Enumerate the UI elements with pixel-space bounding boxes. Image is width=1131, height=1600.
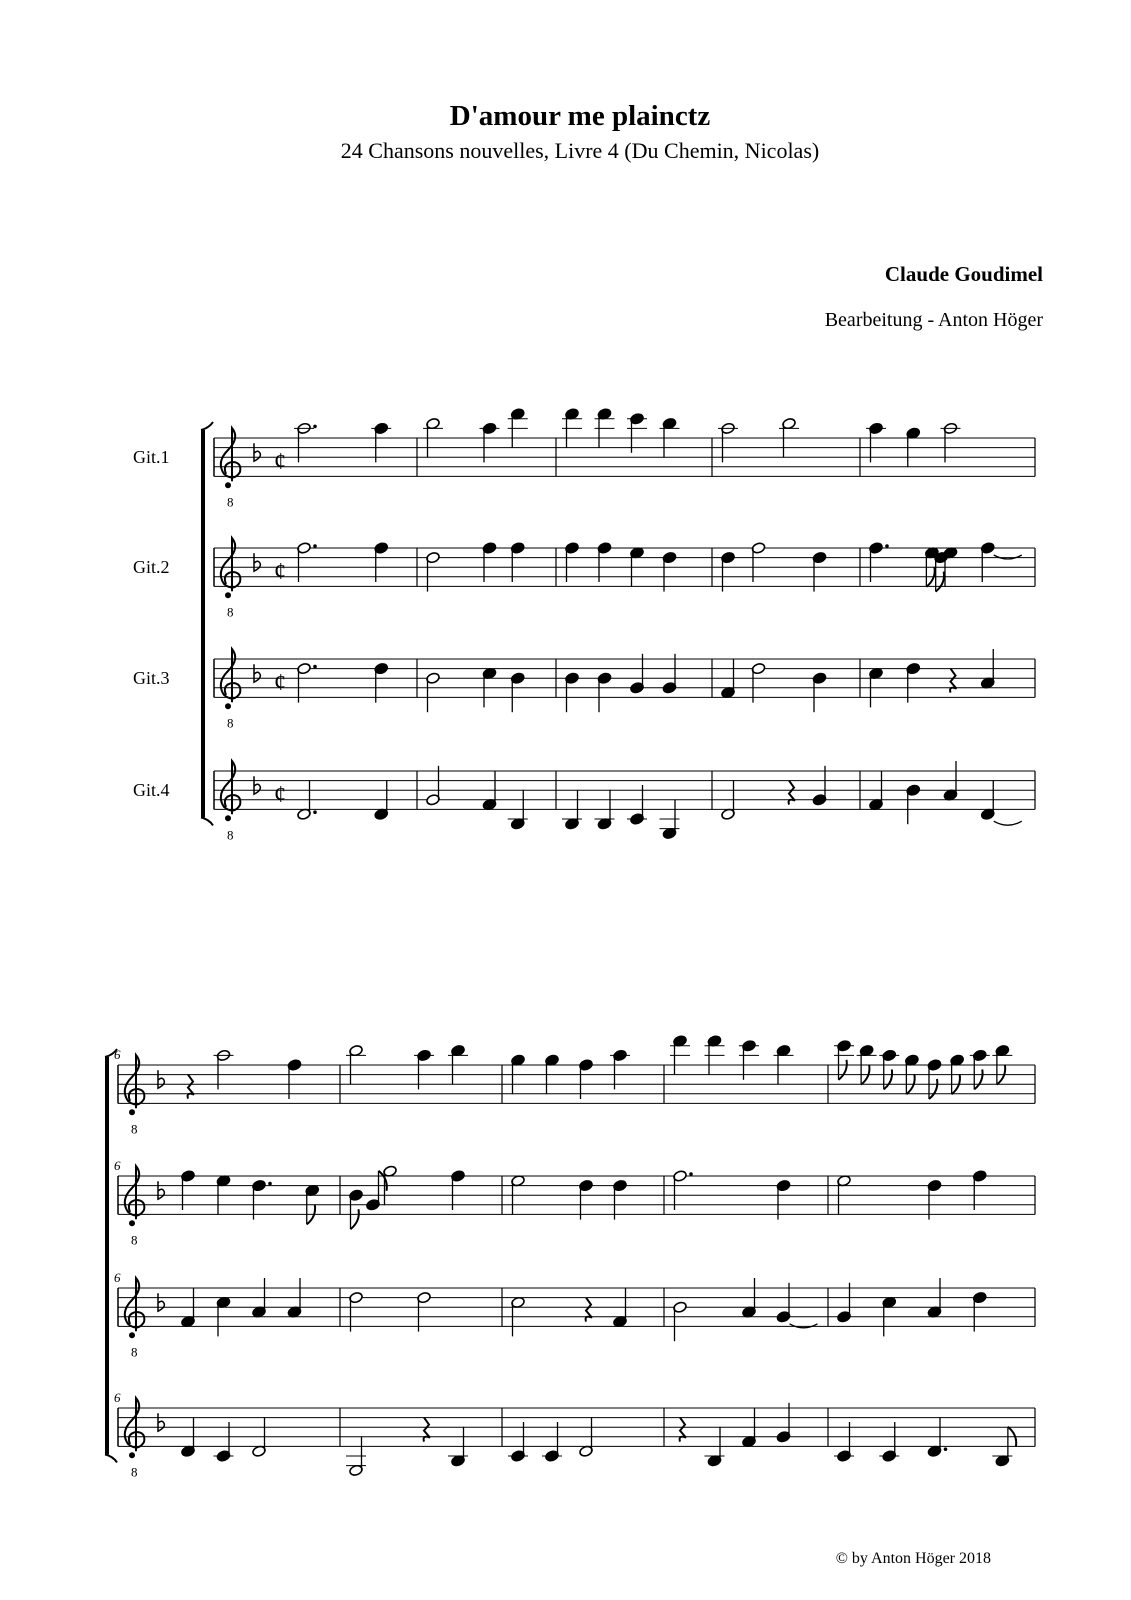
- note: [776, 1179, 791, 1219]
- note: [972, 1170, 987, 1210]
- bracket-hook-bottom: [105, 1454, 117, 1462]
- note: [565, 542, 580, 582]
- note: [627, 785, 647, 825]
- flat-icon: [254, 553, 260, 571]
- augmentation-dot: [689, 1172, 693, 1176]
- note: [448, 1427, 468, 1467]
- note: [346, 1044, 366, 1084]
- note: [371, 422, 391, 462]
- note: [970, 1049, 990, 1089]
- note: [834, 1040, 854, 1080]
- note: [579, 1179, 594, 1219]
- note: [214, 1049, 234, 1089]
- note: [943, 761, 958, 801]
- note: [349, 1291, 364, 1331]
- note: [812, 551, 827, 591]
- note: [812, 672, 827, 712]
- note: [374, 662, 389, 702]
- note: [613, 1179, 628, 1219]
- note: [542, 1422, 562, 1462]
- flat-icon: [158, 1181, 164, 1199]
- note: [374, 542, 389, 582]
- piece-subtitle: 24 Chansons nouvelles, Livre 4 (Du Chemin, Nicolas): [340, 138, 820, 163]
- note: [882, 1296, 897, 1336]
- flag-icon: [929, 1079, 937, 1099]
- note: [972, 1291, 987, 1331]
- quarter-rest-icon: [586, 1298, 592, 1322]
- octave-mark: 8: [131, 1344, 138, 1360]
- note: [879, 1422, 899, 1462]
- treble-clef-icon: [221, 428, 241, 481]
- note: [414, 1049, 434, 1089]
- augmentation-dot: [313, 810, 317, 814]
- note: [992, 1044, 1012, 1084]
- note: [595, 790, 615, 830]
- staff-2: [114, 1158, 1035, 1247]
- staff-2: [133, 538, 1035, 619]
- note: [906, 784, 921, 824]
- augmentation-dot: [268, 1182, 272, 1186]
- note: [482, 667, 497, 707]
- quarter-rest-icon: [789, 781, 795, 805]
- note: [287, 1059, 302, 1099]
- measure-number: 6: [114, 1047, 121, 1062]
- note: [181, 1288, 196, 1328]
- note: [927, 1059, 942, 1099]
- note: [721, 780, 736, 820]
- note: [941, 422, 961, 462]
- note: [834, 1422, 854, 1462]
- treble-clef-icon: [125, 1055, 145, 1108]
- time-signature: ¢: [274, 669, 286, 696]
- note: [595, 408, 615, 448]
- note: [869, 771, 884, 811]
- augmentation-dot: [313, 544, 317, 548]
- treble-clef-icon: [125, 1278, 145, 1331]
- note: [721, 551, 736, 591]
- flat-icon: [254, 776, 260, 794]
- treble-clef-icon: [125, 1398, 145, 1451]
- octave-mark: 8: [227, 827, 234, 843]
- note: [943, 547, 958, 587]
- staff-4: [114, 1390, 1035, 1479]
- note: [742, 1278, 757, 1318]
- clef-dot-icon: [129, 1452, 135, 1458]
- staff-4: [133, 761, 1035, 842]
- note: [721, 659, 736, 699]
- clef-dot-icon: [225, 815, 231, 821]
- note: [774, 1044, 794, 1084]
- note: [181, 1417, 196, 1457]
- piece-title: D'amour me plainctz: [449, 100, 711, 132]
- tie: [790, 1324, 818, 1328]
- note: [216, 1175, 231, 1215]
- note: [837, 1175, 852, 1215]
- staff-1: [114, 1035, 1035, 1137]
- note: [480, 422, 500, 462]
- note: [181, 1170, 196, 1210]
- note: [776, 1403, 791, 1443]
- flat-icon: [158, 1293, 164, 1311]
- note: [216, 1296, 231, 1336]
- composer-name: Claude Goudimel: [884, 262, 1043, 286]
- note: [305, 1184, 320, 1224]
- note: [613, 1288, 628, 1328]
- note: [294, 422, 317, 462]
- note: [906, 427, 921, 467]
- time-signature: ¢: [274, 448, 286, 475]
- note: [927, 1179, 942, 1219]
- system-2: [105, 1035, 1035, 1480]
- quarter-rest-icon: [950, 669, 956, 693]
- clef-dot-icon: [129, 1332, 135, 1338]
- instrument-label: Git.3: [133, 668, 170, 689]
- instrument-label: Git.2: [133, 557, 170, 578]
- note: [751, 662, 766, 702]
- note: [346, 1436, 366, 1476]
- note: [627, 413, 647, 453]
- note: [511, 1296, 526, 1336]
- staff-3: [114, 1270, 1035, 1359]
- octave-mark: 8: [227, 494, 234, 510]
- note: [508, 408, 528, 448]
- note: [426, 766, 441, 806]
- note: [562, 790, 582, 830]
- flat-icon: [254, 664, 260, 682]
- flag-icon: [351, 1209, 359, 1229]
- note: [565, 672, 580, 712]
- tie: [994, 821, 1022, 825]
- flat-icon: [158, 1413, 164, 1431]
- note: [906, 662, 921, 702]
- note: [597, 542, 612, 582]
- note: [742, 1408, 757, 1448]
- clef-dot-icon: [129, 1109, 135, 1115]
- note: [374, 780, 389, 820]
- note: [927, 1278, 942, 1318]
- note: [510, 672, 525, 712]
- note: [511, 1054, 526, 1094]
- bracket-hook-bottom: [201, 817, 213, 825]
- note: [879, 1049, 899, 1089]
- flat-icon: [158, 1070, 164, 1088]
- quarter-rest-icon: [188, 1075, 194, 1099]
- note: [510, 542, 525, 582]
- note: [980, 780, 1021, 825]
- instrument-label: Git.4: [133, 780, 170, 801]
- note: [705, 1035, 725, 1075]
- note: [252, 1417, 267, 1457]
- flat-icon: [254, 443, 260, 461]
- note: [751, 542, 766, 582]
- flag-icon: [884, 1069, 892, 1089]
- treble-clef-icon: [221, 538, 241, 591]
- note: [451, 1170, 466, 1210]
- clef-dot-icon: [225, 703, 231, 709]
- note: [660, 417, 680, 457]
- instrument-label: Git.1: [133, 447, 170, 468]
- note: [925, 547, 940, 587]
- note: [789, 781, 795, 805]
- augmentation-dot: [313, 665, 317, 669]
- flag-icon: [936, 572, 944, 592]
- note: [927, 1417, 947, 1457]
- note: [511, 1175, 526, 1215]
- note: [950, 669, 956, 693]
- quarter-rest-icon: [424, 1418, 430, 1442]
- note: [188, 1075, 194, 1099]
- staff-3: [133, 649, 1035, 730]
- tie: [994, 555, 1022, 559]
- octave-mark: 8: [131, 1464, 138, 1480]
- note: [680, 1418, 686, 1442]
- note: [739, 1040, 759, 1080]
- staff-1: [133, 408, 1035, 510]
- note: [905, 1054, 920, 1094]
- note: [508, 1422, 528, 1462]
- note: [992, 1427, 1016, 1467]
- clef-dot-icon: [225, 482, 231, 488]
- note: [812, 766, 827, 806]
- note: [287, 1278, 302, 1318]
- octave-mark: 8: [131, 1232, 138, 1248]
- note: [448, 1044, 468, 1084]
- note: [482, 771, 497, 811]
- note: [779, 417, 799, 457]
- note: [383, 1165, 398, 1205]
- note: [673, 1301, 688, 1341]
- note: [630, 654, 645, 694]
- augmentation-dot: [313, 425, 317, 429]
- note: [252, 1278, 267, 1318]
- bracket-hook-top: [201, 422, 213, 430]
- treble-clef-icon: [125, 1166, 145, 1219]
- quarter-rest-icon: [680, 1418, 686, 1442]
- note: [482, 542, 497, 582]
- note: [610, 1049, 630, 1089]
- note: [579, 1417, 594, 1457]
- measure-number: 6: [114, 1158, 121, 1173]
- note: [214, 1422, 234, 1462]
- note: [869, 667, 884, 707]
- system-1: [133, 408, 1035, 843]
- note: [297, 780, 317, 820]
- octave-mark: 8: [131, 1121, 138, 1137]
- arranger-credit: Bearbeitung - Anton Höger: [824, 309, 1043, 331]
- note: [718, 422, 738, 462]
- treble-clef-icon: [221, 649, 241, 702]
- note: [426, 551, 441, 591]
- copyright-notice: © by Anton Höger 2018: [835, 1550, 991, 1567]
- note: [837, 1283, 852, 1323]
- note: [545, 1054, 560, 1094]
- octave-mark: 8: [227, 715, 234, 731]
- note: [424, 1418, 430, 1442]
- note: [417, 1291, 432, 1331]
- note: [980, 649, 995, 689]
- note: [662, 551, 677, 591]
- clef-dot-icon: [129, 1220, 135, 1226]
- note: [630, 547, 645, 587]
- clef-dot-icon: [225, 592, 231, 598]
- note: [562, 408, 582, 448]
- measure-number: 6: [114, 1270, 121, 1285]
- flag-icon: [839, 1060, 847, 1080]
- augmentation-dot: [885, 544, 889, 548]
- note: [670, 1035, 690, 1075]
- note: [586, 1298, 592, 1322]
- note: [776, 1283, 817, 1328]
- note: [660, 799, 680, 839]
- flag-icon: [974, 1069, 982, 1089]
- note: [423, 417, 443, 457]
- note: [597, 672, 612, 712]
- note: [705, 1427, 725, 1467]
- augmentation-dot: [944, 1447, 948, 1451]
- time-signature: ¢: [274, 781, 286, 808]
- note: [950, 1054, 965, 1094]
- note: [579, 1059, 594, 1099]
- note: [426, 672, 441, 712]
- time-signature: ¢: [274, 558, 286, 585]
- note: [866, 422, 886, 462]
- measure-number: 6: [114, 1390, 121, 1405]
- note: [349, 1189, 364, 1229]
- note: [662, 654, 677, 694]
- note: [508, 790, 528, 830]
- octave-mark: 8: [227, 604, 234, 620]
- treble-clef-icon: [221, 761, 241, 814]
- note: [857, 1044, 877, 1084]
